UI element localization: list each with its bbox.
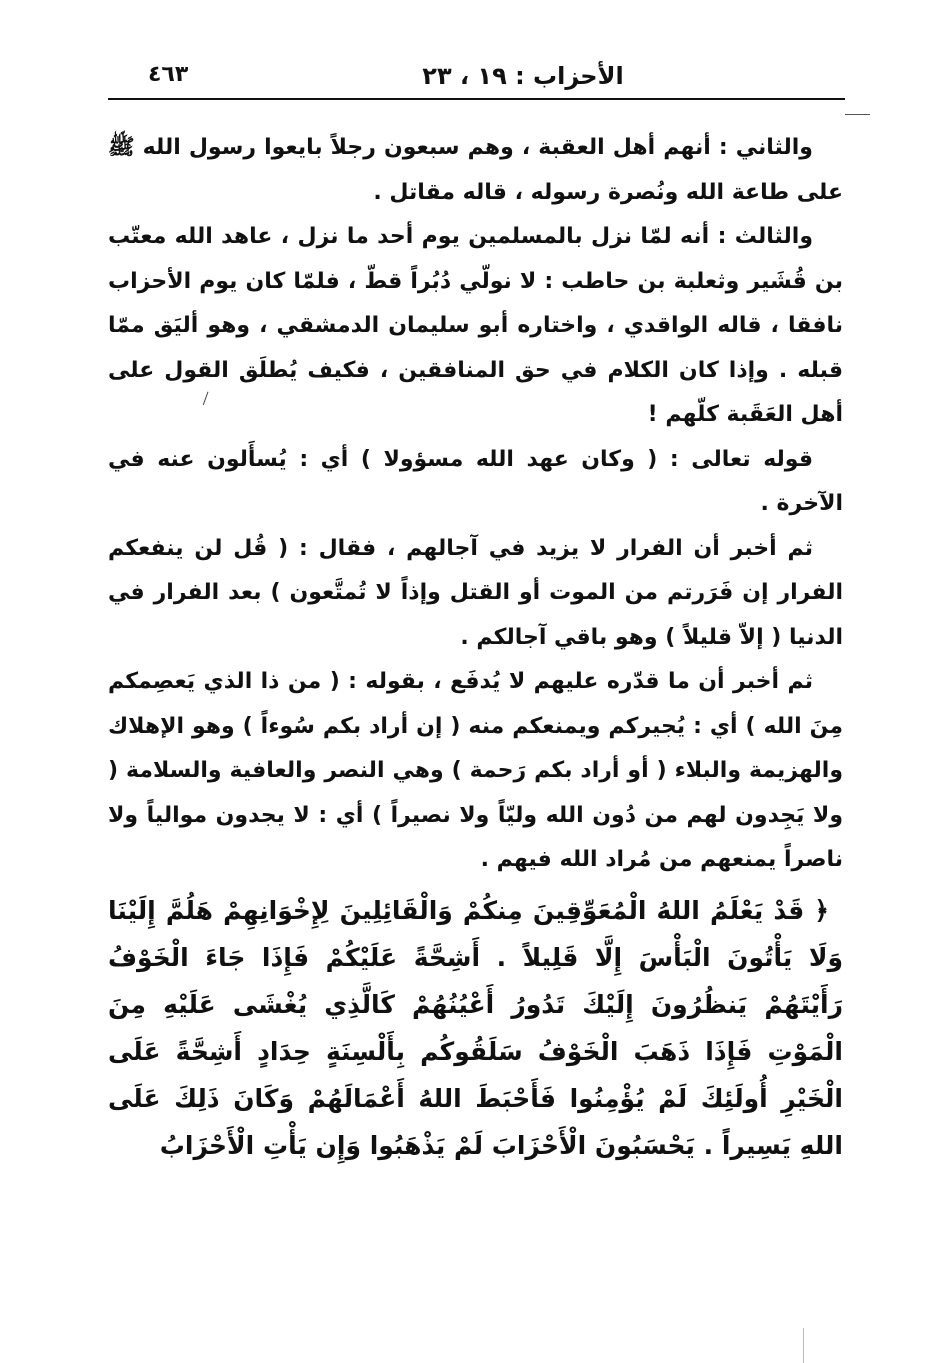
paragraph-verse-comment: ثم أخبر أن ما قدّره عليهم لا يُدفَع ، بقوله : ( من ذا الذي يَعصِمكم مِنَ الله ) أي : يُجيركم ويمنعكم منه ( إن أراد بكم سُوءاً ) وهو الإهلاك والهزيمة والبلاء ( أو أراد بكم رَحمة ) وهي النصر والعافية والسلامة ( ولا يَجِدون لهم من دُون الله وليّاً ولا نصيراً ) أي : لا يجدون موالياً ولا ناصراً يمنعهم من مُراد الله فيهم . [108,669,843,872]
header-rule [108,98,845,100]
quran-passage: ﴿ قَدْ يَعْلَمُ اللهُ الْمُعَوِّقِينَ مِنكُمْ وَالْقَائِلِينَ لِإِخْوَانِهِمْ هَلُمَّ إِلَيْنَا وَلَا يَأْتُونَ الْبَأْسَ إِلَّا قَلِيلاً . أَشِحَّةً عَلَيْكُمْ فَإِذَا جَاءَ الْخَوْفُ رَأَيْتَهُمْ يَنظُرُونَ إِلَيْكَ تَدُورُ أَعْيُنُهُمْ كَالَّذِي يُغْشَى عَلَيْهِ مِنَ الْمَوْتِ فَإِذَا ذَهَبَ الْخَوْفُ سَلَقُوكُم بِأَلْسِنَةٍ حِدَادٍ أَشِحَّةً عَلَى الْخَيْرِ أُولَئِكَ لَمْ يُؤْمِنُوا فَأَحْبَطَ اللهُ أَعْمَالَهُمْ وَكَانَ ذَلِكَ عَلَى اللهِ يَسِيراً . يَحْسَبُونَ الْأَحْزَابَ لَمْ يَذْهَبُوا وَإِن يَأْتِ الْأَحْزَابُ [108,895,843,1160]
paragraph-verse-comment: ثم أخبر أن الفرار لا يزيد في آجالهم ، فقال : ( قُل لن ينفعكم الفرار إن فَرَرتم من الموت أو القتل وإذاً لا تُمتَّعون ) بعد الفرار في الدنيا ( إلاّ قليلاً ) وهو باقي آجالكم . [108,535,843,650]
paragraph-second-opinion: والثاني : أنهم أهل العقبة ، وهم سبعون رجلاً بايعوا رسول الله ﷺ على طاعة الله ونُصرة رسوله ، قاله مقاتل . [108,135,843,205]
paragraph-third-opinion: والثالث : أنه لمّا نزل بالمسلمين يوم أحد ما نزل ، عاهد الله معتّب بن قُشَير وثعلبة بن حاطب : لا نولّي دُبُراً قطّ ، فلمّا كان يوم الأحزاب نافقا ، قاله الواقدي ، واختاره أبو سليمان الدمشقي ، وهو أليَق ممّا قبله . وإذا كان الكلام في حق المنافقين ، فكيف يُطلَق القول على أهل العَقَبة كلّهم ! [108,224,843,427]
page-header [108,60,843,100]
body-text [108,126,843,1169]
running-title: الأحزاب : ١٩ ، ٢٣ [422,62,624,90]
header-rule-tail [845,114,870,115]
page-number: ٤٦٣ [148,62,189,87]
paragraph-verse-comment: قوله تعالى : ( وكان عهد الله مسؤولا ) أي : يُسأَلون عنه في الآخرة . [108,446,843,516]
scan-artifact [803,1328,804,1363]
